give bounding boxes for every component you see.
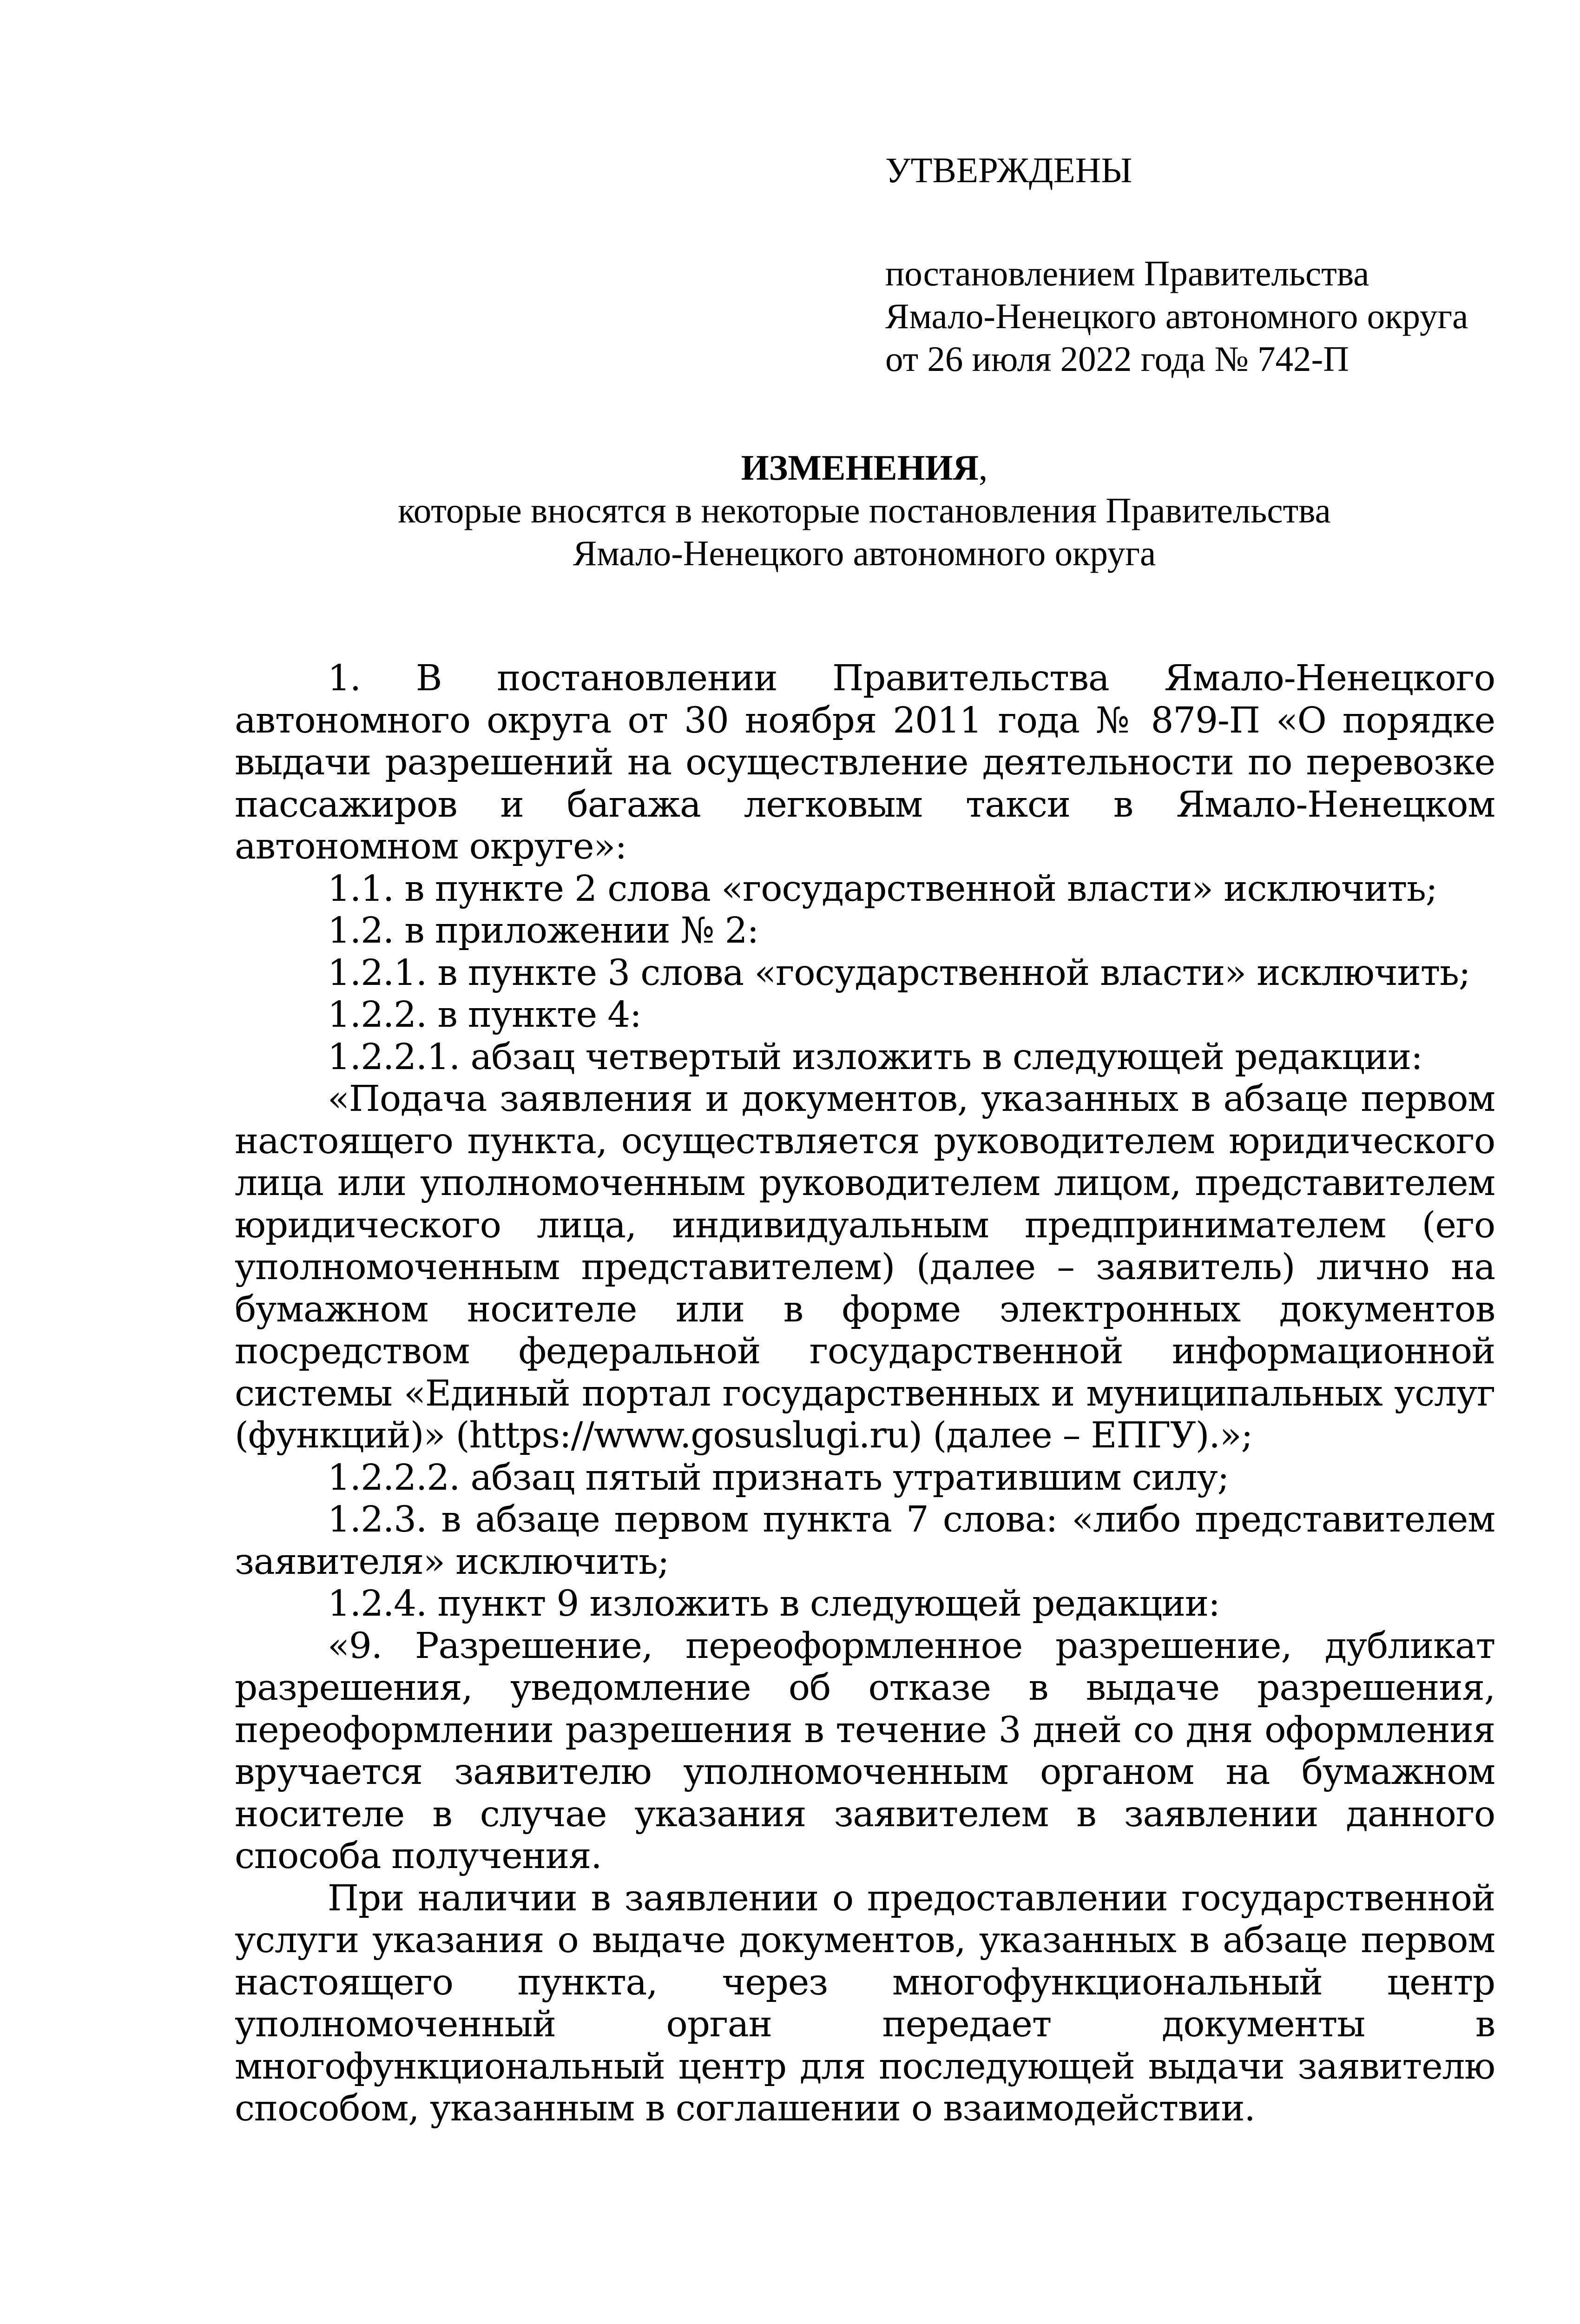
document-body [235,658,1495,2130]
approval-line: от 26 июля 2022 года № 742-П [885,339,1349,379]
paragraph-1-2-2-1: 1.2.2.1. абзац четвертый изложить в следующей редакции: [328,1036,1422,1078]
paragraph-1-2-2: 1.2.2. в пункте 4: [328,994,641,1036]
approval-block [885,149,1536,380]
paragraph-1: 1. В постановлении Правительства Ямало-Ненецкого автономного округа от 30 ноября 2011 года № 879-П «О порядке выдачи разрешений на осуществление деятельности по перевозке пассажиров и багажа легковым такси в Ямало-Ненецком автономном округе»: [235,658,1495,867]
paragraph-1-2-4: 1.2.4. пункт 9 изложить в следующей редакции: [328,1583,1220,1624]
quoted-paragraph: «Подача заявления и документов, указанных в абзаце первом настоящего пункта, осуществляется руководителем юридического лица или уполномоченным руководителем лицом, представителем юридического лица, индивидуальным предпринимателем (его уполномоченным представителем) (далее – заявитель) лично на бумажном носителе или в форме электронных документов посредством федеральной государственной информационной системы «Единый портал государственных и муниципальных услуг (функций)» (https://www.gosuslugi.ru) (далее – ЕПГУ).»; [235,1078,1495,1456]
paragraph-1-2-3: 1.2.3. в абзаце первом пункта 7 слова: «либо представителем заявителя» исключить; [235,1499,1495,1583]
quoted-paragraph: При наличии в заявлении о предоставлении государственной услуги указания о выдаче документов, указанных в абзаце первом настоящего пункта, через многофункциональный центр уполномоченный орган передает документы в многофункциональный центр для последующей выдачи заявителю способом, указанным в соглашении о взаимодействии. [235,1877,1495,2129]
approval-line: Ямало-Ненецкого автономного округа [885,296,1468,336]
paragraph-1-1: 1.1. в пункте 2 слова «государственной власти» исключить; [328,868,1437,910]
document-title-suffix: , [978,448,988,488]
document-title-line [232,446,1496,489]
document-title: ИЗМЕНЕНИЯ [741,448,979,488]
paragraph-1-2-2-2: 1.2.2.2. абзац пятый признать утратившим силу; [328,1457,1229,1499]
paragraph-1-2: 1.2. в приложении № 2: [328,910,759,951]
document-heading [232,446,1496,574]
document-subtitle-line: Ямало-Ненецкого автономного округа [573,533,1156,573]
approval-title: УТВЕРЖДЕНЫ [885,150,1132,190]
quoted-paragraph: «9. Разрешение, переоформленное разрешение, дубликат разрешения, уведомление об отказе в выдаче разрешения, переоформлении разрешения в течение 3 дней со дня оформления вручается заявителю уполномоченным органом на бумажном носителе в случае указания заявителем в заявлении данного способа получения. [235,1625,1495,1877]
paragraph-1-2-1: 1.2.1. в пункте 3 слова «государственной власти» исключить; [328,952,1470,994]
approval-line: постановлением Правительства [885,253,1369,293]
document-subtitle-line: которые вносятся в некоторые постановления Правительства [398,490,1331,530]
